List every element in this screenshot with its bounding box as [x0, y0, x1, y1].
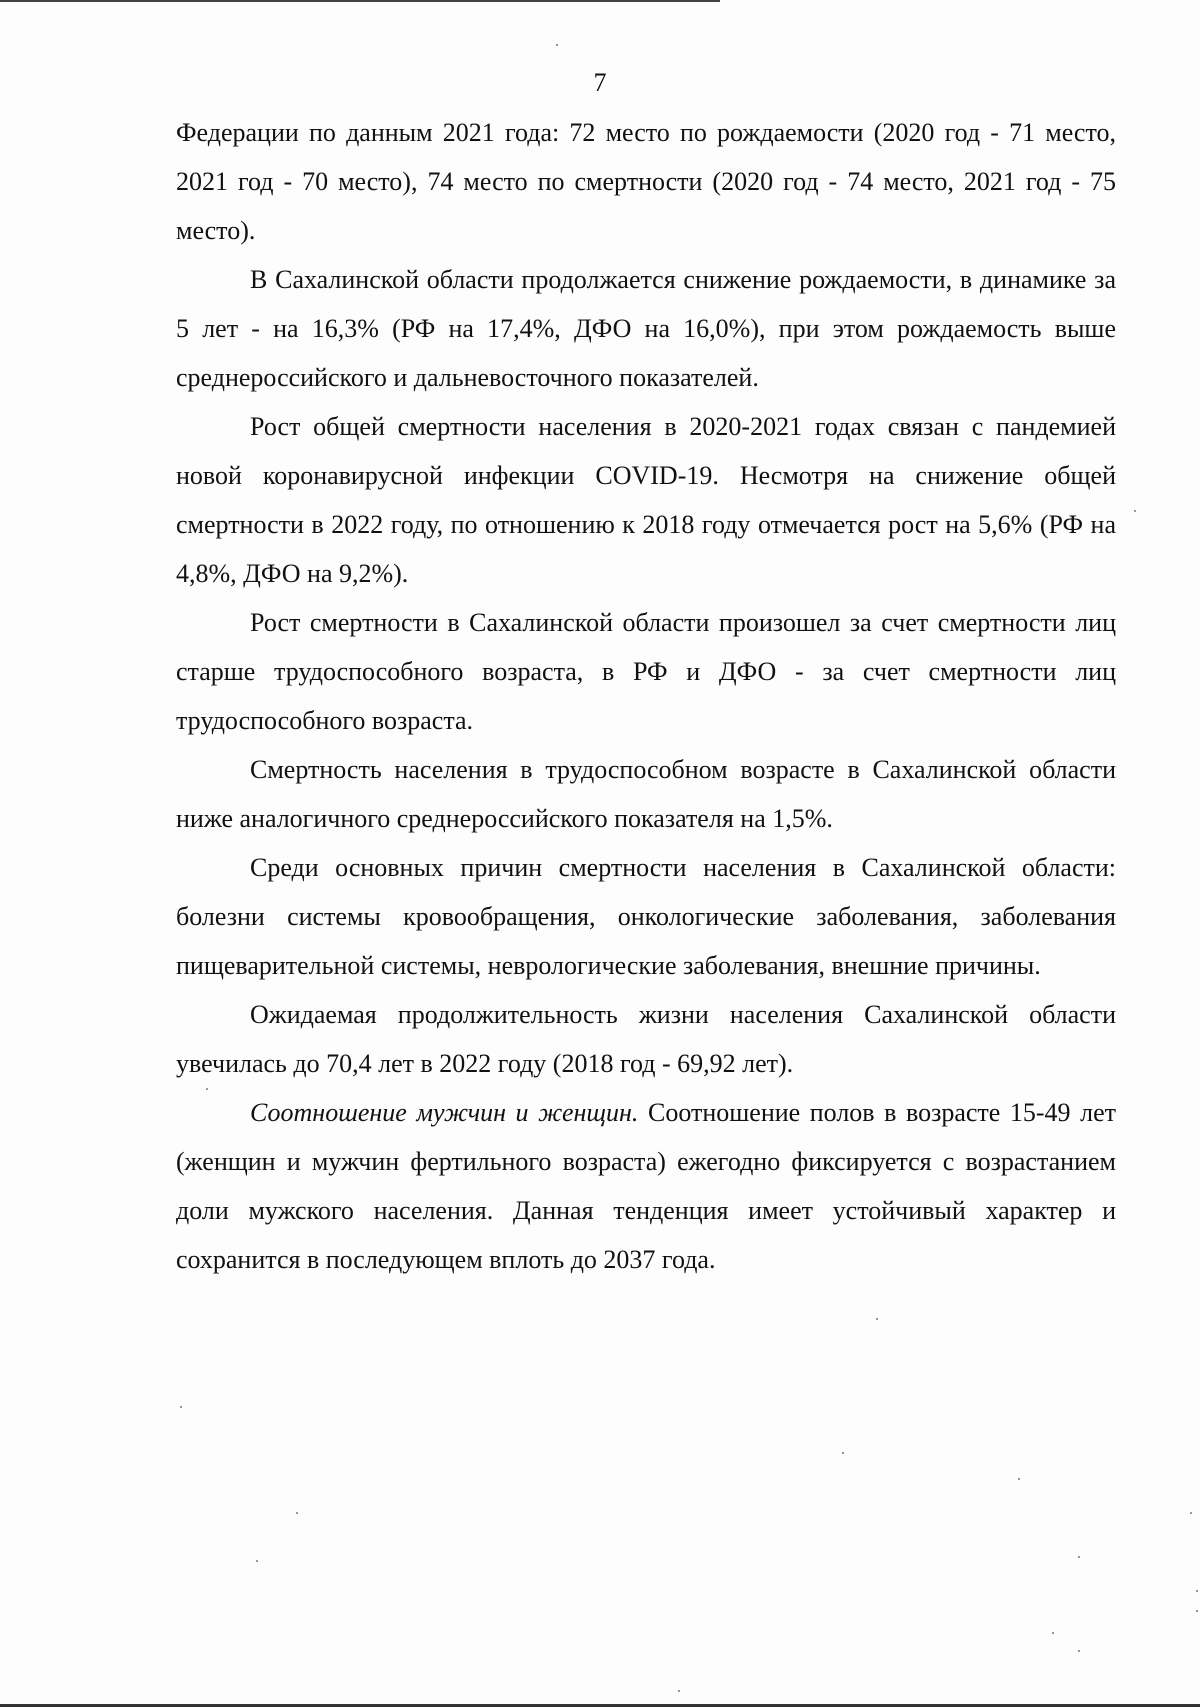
- scan-speck: [180, 1406, 182, 1408]
- paragraph-2: В Сахалинской области продолжается снижение рождаемости, в динамике за 5 лет - на 16,3% (РФ на 17,4%, ДФО на 16,0%), при этом рождаемость выше среднероссийского и дальневосточного показателей.: [176, 265, 1116, 392]
- scan-speck: [1078, 1556, 1080, 1558]
- paragraph-7: Ожидаемая продолжительность жизни населения Сахалинской области увечилась до 70,4 лет в 2022 году (2018 год - 69,92 лет).: [176, 1000, 1116, 1078]
- scan-speck: [1052, 1632, 1054, 1634]
- paragraph-1: Федерации по данным 2021 года: 72 место по рождаемости (2020 год - 71 место, 2021 год - 70 место), 74 место по смертности (2020 год - 74 место, 2021 год - 75 место).: [176, 118, 1116, 245]
- scan-speck: [1196, 1590, 1198, 1592]
- paragraph-3: Рост общей смертности населения в 2020-2021 годах связан с пандемией новой коронавирусной инфекции COVID-19. Несмотря на снижение общей смертности в 2022 году, по отношению к 2018 году отмечается рост на 5,6% (РФ на 4,8%, ДФО на 9,2%).: [176, 412, 1116, 588]
- body-text: [176, 108, 1116, 1284]
- paragraph-5: Смертность населения в трудоспособном возрасте в Сахалинской области ниже аналогичного среднероссийского показателя на 1,5%.: [176, 755, 1116, 833]
- scan-speck: [1190, 1512, 1192, 1514]
- scan-edge-bottom: [0, 1704, 1200, 1707]
- scan-edge-top: [0, 0, 720, 2]
- scan-speck: [206, 1088, 208, 1090]
- scan-speck: [876, 1318, 878, 1320]
- paragraph-4: Рост смертности в Сахалинской области произошел за счет смертности лиц старше трудоспособного возраста, в РФ и ДФО - за счет смертности лиц трудоспособного возраста.: [176, 608, 1116, 735]
- paragraph-8-italic-lead: Соотношение мужчин и женщин.: [250, 1098, 639, 1127]
- paragraph-6: Среди основных причин смертности населения в Сахалинской области: болезни системы кровообращения, онкологические заболевания, заболевания пищеварительной системы, неврологические заболевания, внешние причины.: [176, 853, 1116, 980]
- scan-speck: [556, 44, 558, 46]
- scan-speck: [1018, 1478, 1020, 1480]
- scan-speck: [842, 1452, 844, 1454]
- paragraph-8-text: Соотношение полов в возрасте 15-49 лет (женщин и мужчин фертильного возраста) ежегодно фиксируется с возрастанием доли мужского населения. Данная тенденция имеет устойчивый характер и сохранится в последующем вплоть до 2037 года.: [176, 1098, 1116, 1274]
- scan-speck: [1134, 510, 1136, 512]
- scan-speck: [1078, 1650, 1080, 1652]
- scan-speck: [256, 1560, 258, 1562]
- paragraph-8: [176, 1088, 1116, 1284]
- scan-speck: [678, 1690, 680, 1692]
- scan-speck: [296, 1512, 298, 1514]
- scan-speck: [1196, 1610, 1198, 1612]
- page-number: 7: [593, 68, 607, 97]
